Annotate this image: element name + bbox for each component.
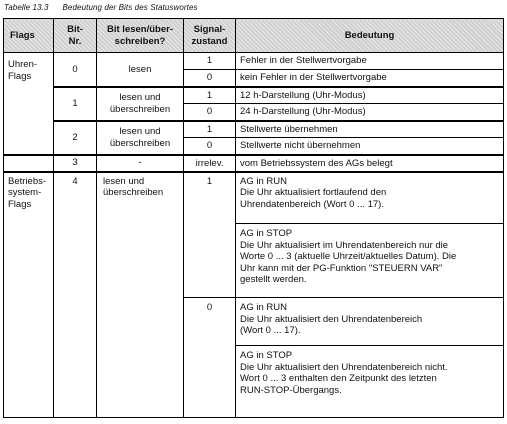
bit-number: 4 xyxy=(54,172,97,418)
table-number: Tabelle 13.3 xyxy=(4,3,49,12)
signal-state: 1 xyxy=(184,87,236,104)
signal-state: 1 xyxy=(184,53,236,70)
table-row xyxy=(4,172,504,224)
signal-state: irrelev. xyxy=(184,155,236,172)
signal-state: 0 xyxy=(184,298,236,418)
group-uhren-flags: Uhren- Flags xyxy=(4,53,54,155)
bit-number: 0 xyxy=(54,53,97,87)
meaning-cell: Fehler in der Stellwertvorgabe xyxy=(236,53,504,70)
bit-access: lesen und überschreiben xyxy=(97,87,184,121)
header-row xyxy=(4,19,504,53)
meaning-cell: vom Betriebssystem des AGs belegt xyxy=(236,155,504,172)
meaning-cell: Stellwerte übernehmen xyxy=(236,121,504,138)
meaning-cell: AG in RUN Die Uhr aktualisiert fortlaufend den Uhrendatenbereich (Wort 0 ... 17). xyxy=(236,172,504,224)
status-bits-table xyxy=(3,18,504,418)
signal-state: 0 xyxy=(184,138,236,155)
meaning-cell: 12 h-Darstellung (Uhr-Modus) xyxy=(236,87,504,104)
table-row xyxy=(4,121,504,138)
bit-number: 3 xyxy=(54,155,97,172)
table-row xyxy=(4,87,504,104)
signal-state: 1 xyxy=(184,172,236,298)
bit-number: 1 xyxy=(54,87,97,121)
header-meaning: Bedeutung xyxy=(236,19,504,53)
meaning-cell: AG in STOP Die Uhr aktualisiert den Uhrendatenbereich nicht. Wort 0 ... 3 enthalten den Zeitpunkt des letzten RUN-STOP-Übergangs. xyxy=(236,346,504,418)
bit-access: lesen xyxy=(97,53,184,87)
header-read-write: Bit lesen/über- schreiben? xyxy=(97,19,184,53)
meaning-cell: AG in RUN Die Uhr aktualisiert den Uhrendatenbereich (Wort 0 ... 17). xyxy=(236,298,504,346)
bit-access: lesen und überschreiben xyxy=(97,172,184,418)
header-bit-nr: Bit- Nr. xyxy=(54,19,97,53)
group-betriebssystem-flags: Betriebs- system- Flags xyxy=(4,172,54,418)
signal-state: 0 xyxy=(184,70,236,87)
table-row xyxy=(4,53,504,70)
bit-access: - xyxy=(97,155,184,172)
signal-state: 0 xyxy=(184,104,236,121)
meaning-cell: kein Fehler in der Stellwertvorgabe xyxy=(236,70,504,87)
table-caption xyxy=(4,3,198,12)
group-empty xyxy=(4,155,54,172)
bit-number: 2 xyxy=(54,121,97,155)
header-signal-state: Signal- zustand xyxy=(184,19,236,53)
table-title: Bedeutung der Bits des Statuswortes xyxy=(62,3,198,12)
meaning-cell: 24 h-Darstellung (Uhr-Modus) xyxy=(236,104,504,121)
signal-state: 1 xyxy=(184,121,236,138)
header-flags: Flags xyxy=(4,19,54,53)
meaning-cell: Stellwerte nicht übernehmen xyxy=(236,138,504,155)
table-row xyxy=(4,155,504,172)
bit-access: lesen und überschreiben xyxy=(97,121,184,155)
meaning-cell: AG in STOP Die Uhr aktualisiert im Uhrendatenbereich nur die Worte 0 ... 3 (aktuelle Uhrzeit/aktuelles Datum). Die Uhr kann mit der PG-Funktion "STEUERN VAR" gestellt werden. xyxy=(236,224,504,298)
